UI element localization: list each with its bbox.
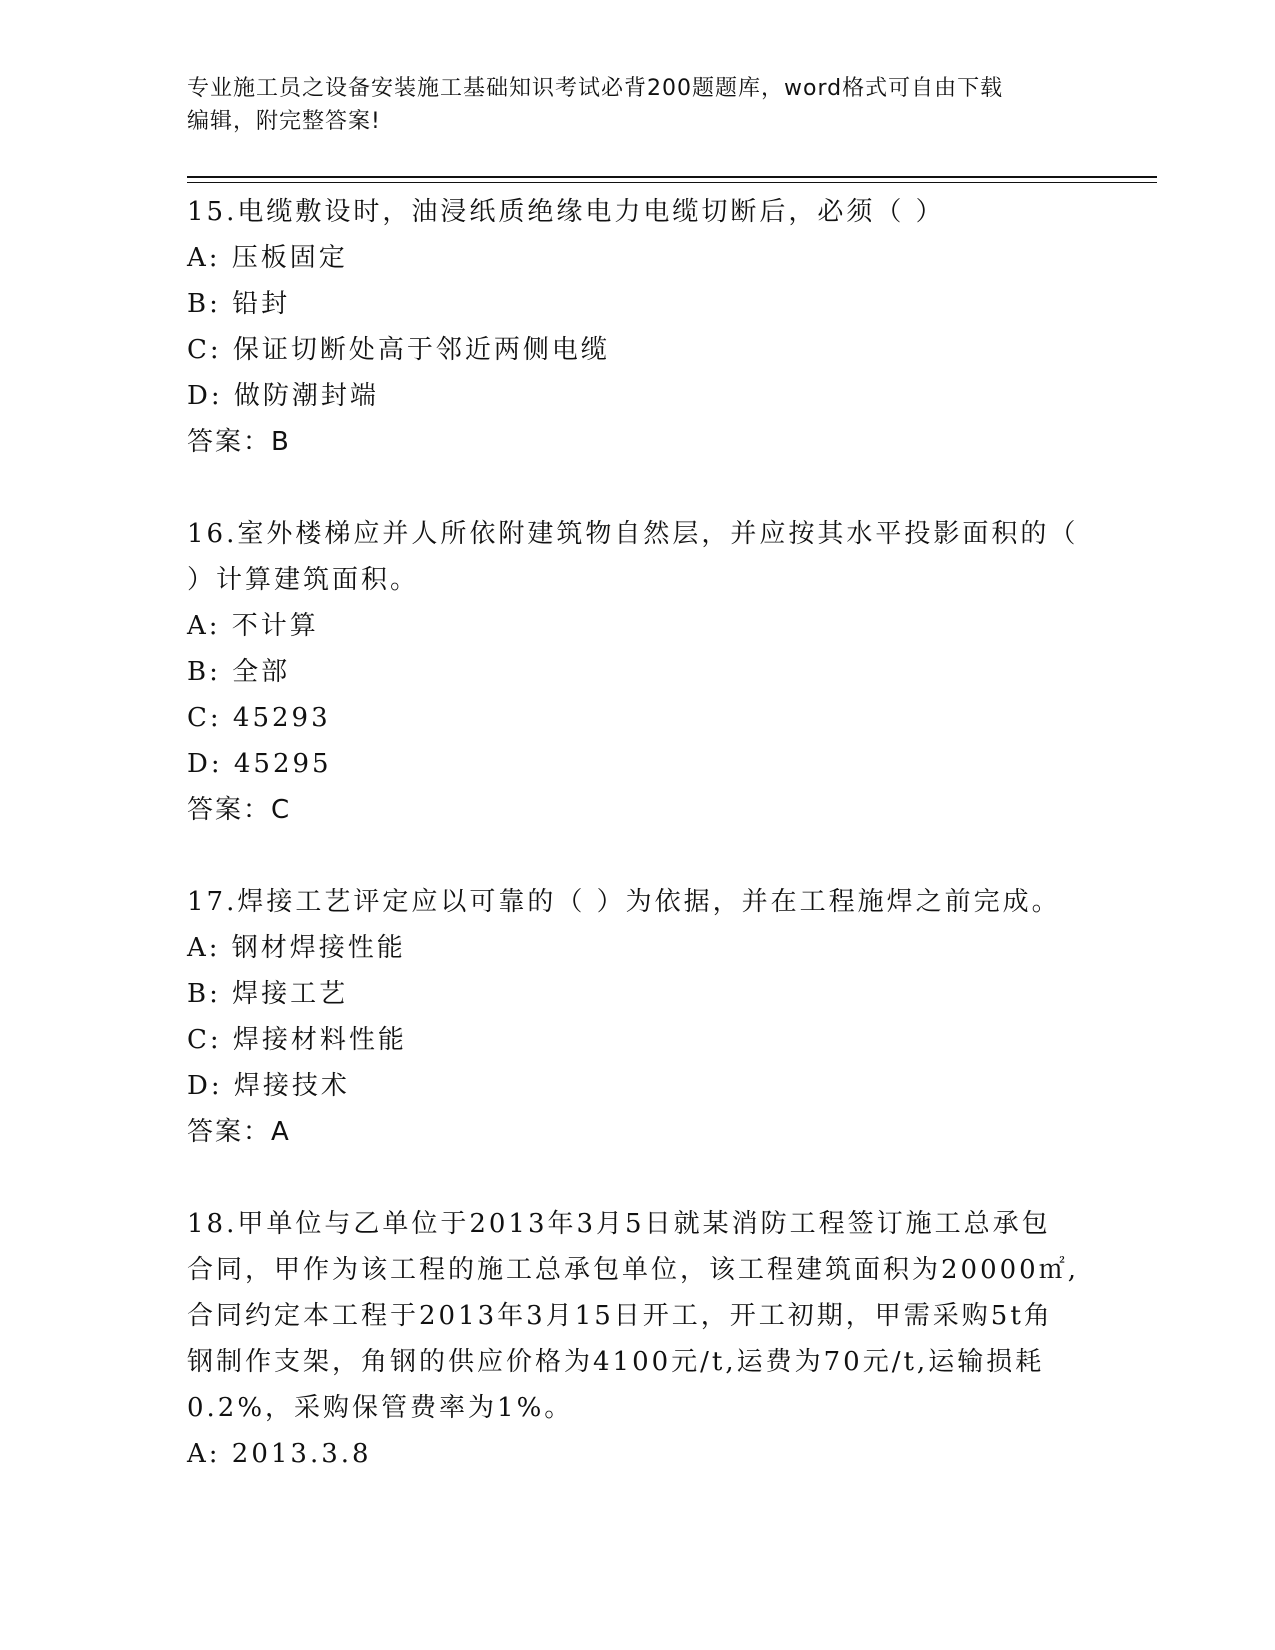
option-c: C: 焊接材料性能 bbox=[187, 1025, 407, 1055]
question-spacer bbox=[187, 465, 1087, 511]
question-16 bbox=[187, 511, 1087, 833]
header-line-1: 专业施工员之设备安装施工基础知识考试必背200题题库，word格式可自由下载 bbox=[187, 76, 1004, 101]
question-stem-continued: ）计算建筑面积。 bbox=[187, 565, 420, 595]
document-header bbox=[187, 72, 1087, 138]
question-stem-continued: 0.2%，采购保管费率为1%。 bbox=[187, 1393, 574, 1423]
question-stem: 16.室外楼梯应并人所依附建筑物自然层，并应按其水平投影面积的（ bbox=[187, 519, 1079, 549]
question-stem-continued: 钢制作支架，角钢的供应价格为4100元/t,运费为70元/t,运输损耗 bbox=[187, 1347, 1045, 1377]
option-d: D: 焊接技术 bbox=[187, 1071, 350, 1101]
option-a: A: 2013.3.8 bbox=[187, 1439, 372, 1469]
option-b: B: 全部 bbox=[187, 657, 291, 687]
option-d: D: 45295 bbox=[187, 749, 332, 779]
question-15 bbox=[187, 189, 1087, 465]
question-stem-continued: 合同，甲作为该工程的施工总承包单位，该工程建筑面积为20000㎡, bbox=[187, 1255, 1079, 1285]
question-list bbox=[187, 189, 1087, 1477]
option-a: A: 钢材焊接性能 bbox=[187, 933, 406, 963]
option-b: B: 铅封 bbox=[187, 289, 291, 319]
question-17 bbox=[187, 879, 1087, 1155]
question-spacer bbox=[187, 833, 1087, 879]
header-divider-thin bbox=[187, 182, 1157, 183]
option-c: C: 保证切断处高于邻近两侧电缆 bbox=[187, 335, 610, 365]
header-divider-thick bbox=[187, 176, 1157, 178]
question-stem: 15.电缆敷设时，油浸纸质绝缘电力电缆切断后，必须（ ） bbox=[187, 197, 945, 227]
answer-label: 答案：A bbox=[187, 1117, 291, 1147]
option-c: C: 45293 bbox=[187, 703, 331, 733]
option-a: A: 压板固定 bbox=[187, 243, 348, 273]
question-stem: 18.甲单位与乙单位于2013年3月5日就某消防工程签订施工总承包 bbox=[187, 1209, 1051, 1239]
header-line-2: 编辑，附完整答案! bbox=[187, 109, 381, 134]
question-stem: 17.焊接工艺评定应以可靠的（ ）为依据，并在工程施焊之前完成。 bbox=[187, 887, 1061, 917]
question-spacer bbox=[187, 1155, 1087, 1201]
answer-label: 答案：C bbox=[187, 795, 292, 825]
question-stem-continued: 合同约定本工程于2013年3月15日开工，开工初期，甲需采购5t角 bbox=[187, 1301, 1053, 1331]
option-a: A: 不计算 bbox=[187, 611, 319, 641]
question-18 bbox=[187, 1201, 1087, 1477]
answer-label: 答案：B bbox=[187, 427, 291, 457]
option-d: D: 做防潮封端 bbox=[187, 381, 379, 411]
option-b: B: 焊接工艺 bbox=[187, 979, 349, 1009]
